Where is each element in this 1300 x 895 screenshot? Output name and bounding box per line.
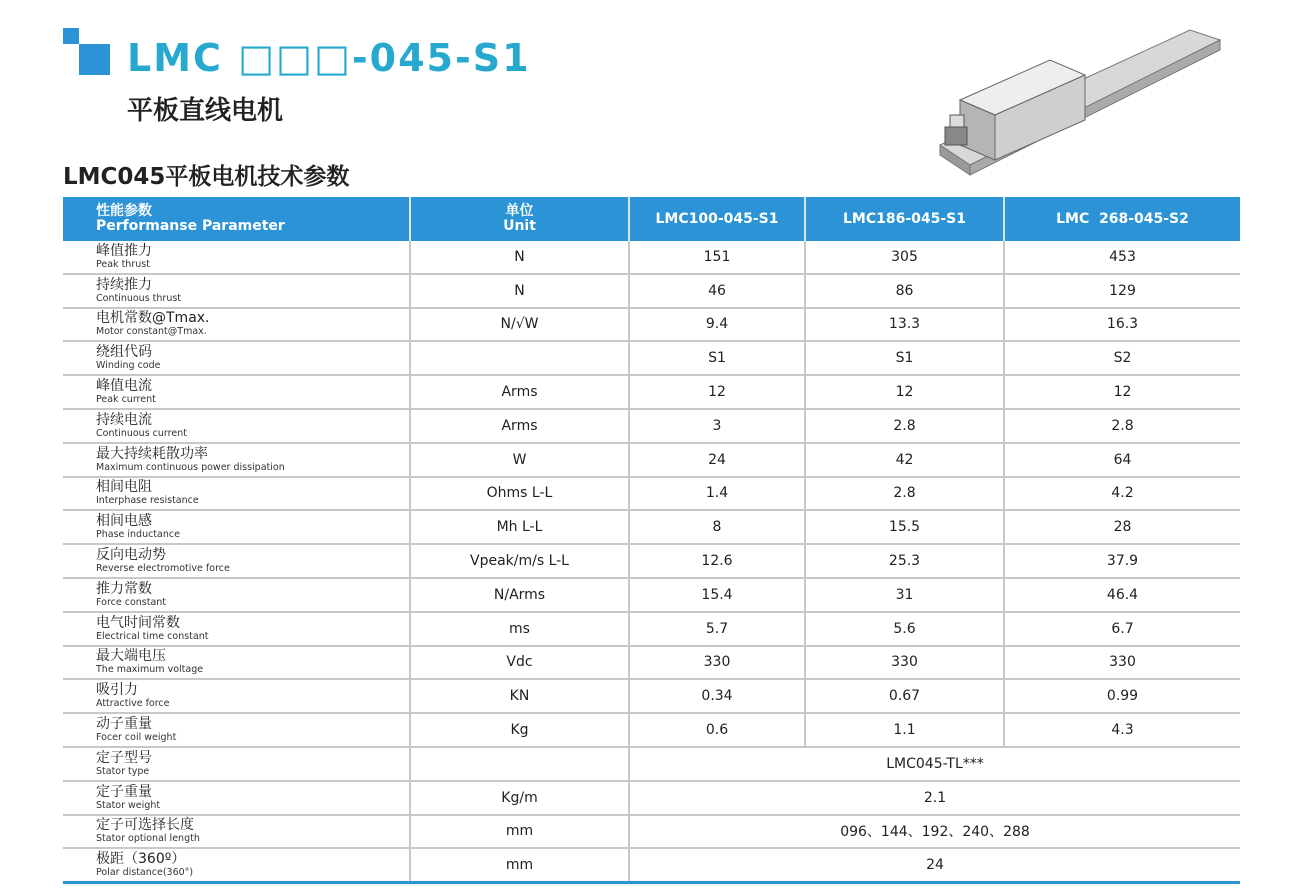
value-cell: 305 bbox=[805, 241, 1004, 274]
param-cn: 最大端电压 bbox=[96, 648, 166, 665]
page-title: LMC □□□-045-S1 bbox=[127, 36, 531, 80]
value-cell: 129 bbox=[1004, 274, 1240, 308]
value-cell: 2.8 bbox=[805, 477, 1004, 511]
value-cell: 46.4 bbox=[1004, 578, 1240, 612]
value-cell: 0.99 bbox=[1004, 679, 1240, 713]
logo-square-large bbox=[79, 44, 110, 75]
value-cell: 64 bbox=[1004, 443, 1240, 477]
param-cn: 电机常数@Tmax. bbox=[96, 310, 210, 327]
param-cell bbox=[63, 679, 410, 713]
param-en: Electrical time constant bbox=[96, 630, 209, 642]
unit-cell: W bbox=[410, 443, 629, 477]
value-cell: 2.8 bbox=[1004, 409, 1240, 443]
table-row bbox=[63, 747, 1240, 781]
param-cell bbox=[63, 781, 410, 815]
param-cn: 定子可选择长度 bbox=[96, 817, 194, 834]
param-en: Reverse electromotive force bbox=[96, 563, 230, 575]
param-cell bbox=[63, 477, 410, 511]
param-en: Polar distance(360°) bbox=[96, 867, 194, 879]
param-cell bbox=[63, 544, 410, 578]
value-cell: 16.3 bbox=[1004, 308, 1240, 342]
param-cn: 最大持续耗散功率 bbox=[96, 445, 208, 462]
linear-motor-image bbox=[930, 15, 1230, 185]
param-cn: 持续推力 bbox=[96, 276, 152, 293]
param-cell bbox=[63, 713, 410, 747]
unit-cell: N bbox=[410, 274, 629, 308]
value-cell: 5.7 bbox=[629, 612, 805, 646]
unit-cell: ms bbox=[410, 612, 629, 646]
table-row bbox=[63, 848, 1240, 882]
param-cell bbox=[63, 274, 410, 308]
value-cell: 0.6 bbox=[629, 713, 805, 747]
value-cell: 25.3 bbox=[805, 544, 1004, 578]
param-cell bbox=[63, 510, 410, 544]
param-cell bbox=[63, 375, 410, 409]
value-cell: 330 bbox=[1004, 646, 1240, 680]
unit-cell: Vpeak/m/s L-L bbox=[410, 544, 629, 578]
value-cell: 15.5 bbox=[805, 510, 1004, 544]
table-row bbox=[63, 341, 1240, 375]
unit-cell: N bbox=[410, 241, 629, 274]
param-en: Continuous current bbox=[96, 427, 187, 439]
value-cell: S1 bbox=[629, 341, 805, 375]
header-model-2: LMC186-045-S1 bbox=[805, 197, 1004, 241]
param-cn: 反向电动势 bbox=[96, 547, 166, 564]
param-en: Force constant bbox=[96, 596, 167, 608]
value-cell: 12 bbox=[629, 375, 805, 409]
table-row bbox=[63, 544, 1240, 578]
param-en: Stator optional length bbox=[96, 833, 200, 845]
param-cell bbox=[63, 848, 410, 882]
param-en: Peak thrust bbox=[96, 258, 150, 270]
unit-cell bbox=[410, 341, 629, 375]
table-row bbox=[63, 443, 1240, 477]
unit-cell bbox=[410, 747, 629, 781]
param-cell bbox=[63, 815, 410, 849]
merged-value-cell: 24 bbox=[629, 848, 1240, 882]
unit-cell: Ohms L-L bbox=[410, 477, 629, 511]
param-cell bbox=[63, 747, 410, 781]
unit-cell: mm bbox=[410, 848, 629, 882]
value-cell: 24 bbox=[629, 443, 805, 477]
merged-value-cell: 2.1 bbox=[629, 781, 1240, 815]
param-cn: 相间电感 bbox=[96, 513, 152, 530]
value-cell: 12 bbox=[1004, 375, 1240, 409]
table-row bbox=[63, 308, 1240, 342]
header-unit: 单位 Unit bbox=[410, 197, 629, 241]
header-model-1: LMC100-045-S1 bbox=[629, 197, 805, 241]
unit-cell: Arms bbox=[410, 409, 629, 443]
table-row bbox=[63, 477, 1240, 511]
unit-cell: Mh L-L bbox=[410, 510, 629, 544]
table-row bbox=[63, 578, 1240, 612]
param-cn: 极距（360º） bbox=[96, 851, 186, 868]
value-cell: S1 bbox=[805, 341, 1004, 375]
param-cell bbox=[63, 443, 410, 477]
table-row bbox=[63, 510, 1240, 544]
param-en: Focer coil weight bbox=[96, 732, 177, 744]
value-cell: 12 bbox=[805, 375, 1004, 409]
page-subtitle: 平板直线电机 bbox=[127, 96, 284, 126]
param-cn: 定子型号 bbox=[96, 749, 152, 766]
param-en: Stator type bbox=[96, 765, 150, 777]
value-cell: 5.6 bbox=[805, 612, 1004, 646]
table-row bbox=[63, 815, 1240, 849]
value-cell: 151 bbox=[629, 241, 805, 274]
specs-table bbox=[63, 197, 1240, 884]
param-cell bbox=[63, 578, 410, 612]
value-cell: 0.34 bbox=[629, 679, 805, 713]
param-en: Maximum continuous power dissipation bbox=[96, 461, 285, 473]
param-cn: 动子重量 bbox=[96, 716, 152, 733]
param-en: Phase inductance bbox=[96, 529, 180, 541]
param-cn: 电气时间常数 bbox=[96, 614, 180, 631]
value-cell: S2 bbox=[1004, 341, 1240, 375]
table-row bbox=[63, 612, 1240, 646]
param-en: The maximum voltage bbox=[96, 664, 204, 676]
param-cell bbox=[63, 409, 410, 443]
param-en: Interphase resistance bbox=[96, 495, 199, 507]
param-cn: 吸引力 bbox=[96, 682, 138, 699]
table-row bbox=[63, 375, 1240, 409]
unit-cell: N/Arms bbox=[410, 578, 629, 612]
param-cn: 峰值电流 bbox=[96, 378, 152, 395]
table-row bbox=[63, 679, 1240, 713]
value-cell: 15.4 bbox=[629, 578, 805, 612]
value-cell: 37.9 bbox=[1004, 544, 1240, 578]
value-cell: 6.7 bbox=[1004, 612, 1240, 646]
value-cell: 28 bbox=[1004, 510, 1240, 544]
param-en: Stator weight bbox=[96, 799, 161, 811]
section-title: LMC045平板电机技术参数 bbox=[63, 164, 350, 190]
param-cn: 定子重量 bbox=[96, 783, 152, 800]
value-cell: 453 bbox=[1004, 241, 1240, 274]
value-cell: 330 bbox=[805, 646, 1004, 680]
table-row bbox=[63, 713, 1240, 747]
table-row bbox=[63, 274, 1240, 308]
param-en: Peak current bbox=[96, 394, 156, 406]
value-cell: 4.3 bbox=[1004, 713, 1240, 747]
param-en: Continuous thrust bbox=[96, 292, 182, 304]
value-cell: 46 bbox=[629, 274, 805, 308]
logo-square-small bbox=[63, 28, 79, 44]
param-cell bbox=[63, 612, 410, 646]
value-cell: 13.3 bbox=[805, 308, 1004, 342]
table-row bbox=[63, 781, 1240, 815]
param-cell bbox=[63, 646, 410, 680]
value-cell: 1.1 bbox=[805, 713, 1004, 747]
param-en: Winding code bbox=[96, 360, 161, 372]
param-cell bbox=[63, 308, 410, 342]
value-cell: 4.2 bbox=[1004, 477, 1240, 511]
header-model-3: LMC 268-045-S2 bbox=[1004, 197, 1240, 241]
unit-cell: mm bbox=[410, 815, 629, 849]
value-cell: 12.6 bbox=[629, 544, 805, 578]
param-cn: 持续电流 bbox=[96, 411, 152, 428]
unit-cell: N/√W bbox=[410, 308, 629, 342]
value-cell: 330 bbox=[629, 646, 805, 680]
value-cell: 86 bbox=[805, 274, 1004, 308]
unit-cell: Vdc bbox=[410, 646, 629, 680]
unit-cell: Arms bbox=[410, 375, 629, 409]
param-cn: 峰值推力 bbox=[96, 242, 152, 259]
table-row bbox=[63, 646, 1240, 680]
value-cell: 1.4 bbox=[629, 477, 805, 511]
value-cell: 3 bbox=[629, 409, 805, 443]
unit-cell: KN bbox=[410, 679, 629, 713]
value-cell: 31 bbox=[805, 578, 1004, 612]
header-parameter: 性能参数 Performanse Parameter bbox=[63, 197, 410, 241]
table-row bbox=[63, 409, 1240, 443]
param-cn: 绕组代码 bbox=[96, 344, 152, 361]
unit-cell: Kg bbox=[410, 713, 629, 747]
table-row bbox=[63, 241, 1240, 274]
value-cell: 42 bbox=[805, 443, 1004, 477]
value-cell: 8 bbox=[629, 510, 805, 544]
param-en: Motor constant@Tmax. bbox=[96, 326, 207, 338]
table-header-row bbox=[63, 197, 1240, 241]
value-cell: 2.8 bbox=[805, 409, 1004, 443]
param-cell bbox=[63, 241, 410, 274]
value-cell: 9.4 bbox=[629, 308, 805, 342]
param-cn: 相间电阻 bbox=[96, 479, 152, 496]
param-cn: 推力常数 bbox=[96, 580, 152, 597]
value-cell: 0.67 bbox=[805, 679, 1004, 713]
param-cell bbox=[63, 341, 410, 375]
merged-value-cell: 096、144、192、240、288 bbox=[629, 815, 1240, 849]
merged-value-cell: LMC045-TL*** bbox=[629, 747, 1240, 781]
param-en: Attractive force bbox=[96, 698, 170, 710]
unit-cell: Kg/m bbox=[410, 781, 629, 815]
